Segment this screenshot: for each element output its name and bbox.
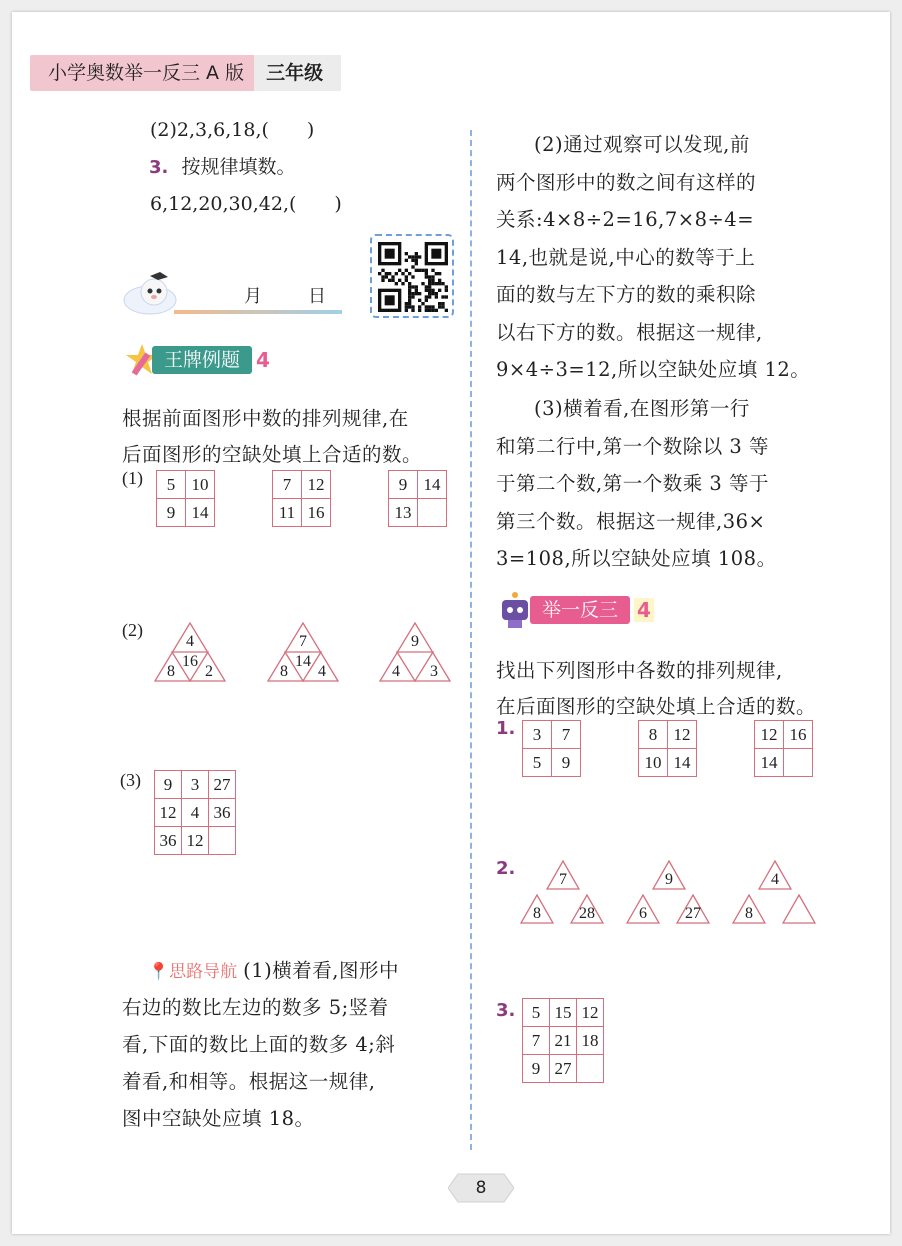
q3-line [149, 149, 295, 186]
book-title: 小学奥数举一反三 A 版 [30, 55, 254, 91]
triangle-number: 8 [533, 905, 541, 922]
number-triangle [267, 622, 339, 682]
solution-3-line: (3)横着看,在图形第一行 [534, 397, 750, 420]
grid-row [523, 749, 581, 777]
date-month: 月 [244, 286, 262, 307]
grid-cell: 7 [552, 721, 581, 749]
triangle-number: 27 [685, 905, 701, 922]
location-pin-icon: 📍 [148, 962, 170, 982]
grid-cell: 16 [784, 721, 813, 749]
practice-triangle-top [758, 860, 792, 890]
practice-badge-number: 4 [634, 598, 654, 622]
solution-3-line: 第三个数。根据这一规律,36× [496, 509, 766, 533]
q3-number: 3. [149, 157, 169, 178]
example-grid-3 [154, 770, 236, 855]
example-label-2: (2) [122, 620, 143, 640]
grid-cell: 14 [186, 499, 215, 527]
grid-cell: 9 [552, 749, 581, 777]
guide-text-3: 看,下面的数比上面的数多 4;斜 [122, 1033, 396, 1056]
grid-cell: 9 [155, 771, 182, 799]
practice-badge: 举一反三 [530, 596, 630, 624]
guide-text-5: 图中空缺处应填 18。 [122, 1107, 315, 1130]
triangle-top-number: 4 [186, 633, 194, 650]
grid-cell: 3 [182, 771, 209, 799]
guide-text-2: 右边的数比左边的数多 5;竖着 [122, 996, 389, 1019]
guide-label: 思路导航 [169, 962, 238, 982]
grid-cell: 9 [523, 1055, 550, 1083]
solution-2-line: 面的数与左下方的数的乘积除 [496, 283, 757, 306]
triangle-right-number: 2 [205, 663, 213, 680]
practice-header [496, 590, 654, 630]
practice-triangle-left [626, 894, 660, 924]
grid-row [639, 721, 697, 749]
grid-cell: 12 [577, 999, 604, 1027]
practice-2-number: 2. [496, 858, 516, 879]
grid-cell: 18 [577, 1027, 604, 1055]
q3-sequence: 6,12,20,30,42,( ) [150, 193, 342, 215]
cloud-mascot-icon [120, 268, 182, 318]
grid-cell-blank[interactable] [784, 749, 813, 777]
column-divider [470, 130, 472, 1150]
triangle-left-number: 8 [167, 663, 175, 680]
grid-cell: 27 [550, 1055, 577, 1083]
grid-cell: 7 [273, 471, 302, 499]
grid-row [273, 499, 331, 527]
triangle-number: 6 [639, 905, 647, 922]
grid-cell: 12 [182, 827, 209, 855]
practice-grid-3 [522, 998, 604, 1083]
grid-cell: 10 [639, 749, 668, 777]
grid-cell: 36 [155, 827, 182, 855]
example-grid-1-1 [156, 470, 215, 527]
grid-row [523, 721, 581, 749]
grid-cell: 15 [550, 999, 577, 1027]
practice-grid-1-1 [522, 720, 581, 777]
grid-cell: 16 [302, 499, 331, 527]
grid-cell: 3 [523, 721, 552, 749]
page-number: 8 [475, 1178, 487, 1198]
grid-cell: 7 [523, 1027, 550, 1055]
grid-cell: 9 [389, 471, 418, 499]
practice-grid-1-2 [638, 720, 697, 777]
grid-cell: 12 [755, 721, 784, 749]
example-label-1: (1) [122, 468, 143, 488]
grid-cell: 14 [668, 749, 697, 777]
triangle-number: 9 [665, 871, 673, 888]
date-day: 日 [308, 286, 326, 307]
guide-text-1: (1)横着看,图形中 [243, 959, 399, 982]
grid-cell: 5 [157, 471, 186, 499]
grid-cell: 14 [418, 471, 447, 499]
triangle-top-number: 9 [411, 633, 419, 650]
grid-cell: 12 [155, 799, 182, 827]
triangle-number: 4 [771, 871, 779, 888]
practice-triangle-right [676, 894, 710, 924]
grid-cell: 10 [186, 471, 215, 499]
grid-row [155, 799, 236, 827]
grid-row [157, 471, 215, 499]
grid-row [523, 999, 604, 1027]
grid-cell: 5 [523, 749, 552, 777]
triangle-number: 28 [579, 905, 595, 922]
grid-row [523, 1055, 604, 1083]
practice-text-1: 找出下列图形中各数的排列规律, [496, 659, 783, 682]
q2-sequence: (2)2,3,6,18,( ) [150, 119, 315, 141]
grid-row [157, 499, 215, 527]
triangle-left-number: 8 [280, 663, 288, 680]
grid-row [755, 749, 813, 777]
practice-triangle-left [732, 894, 766, 924]
grid-row [523, 1027, 604, 1055]
example-badge-number: 4 [256, 348, 270, 372]
practice-triangle-left [520, 894, 554, 924]
solution-2-line: (2)通过观察可以发现,前 [534, 133, 750, 156]
grid-cell: 13 [389, 499, 418, 527]
grid-cell: 27 [209, 771, 236, 799]
example-grid-1-2 [272, 470, 331, 527]
grid-cell: 8 [639, 721, 668, 749]
example-header [124, 342, 270, 378]
grid-cell: 36 [209, 799, 236, 827]
grid-row [389, 471, 447, 499]
example-badge: 王牌例题 [152, 346, 252, 374]
solution-2-line: 9×4÷3=12,所以空缺处应填 12。 [496, 358, 811, 381]
grid-row [639, 749, 697, 777]
solution-3-line: 3=108,所以空缺处应填 108。 [496, 547, 777, 570]
example-label-3: (3) [120, 770, 141, 790]
solution-2-line: 两个图形中的数之间有这样的 [496, 170, 757, 194]
number-triangle [154, 622, 226, 682]
qr-code-icon [378, 242, 448, 312]
q3-title: 按规律填数。 [181, 156, 296, 178]
grid-row [389, 499, 447, 527]
solution-3-line: 和第二行中,第一个数除以 3 等 [496, 434, 770, 458]
triangle-number: 8 [745, 905, 753, 922]
grid-cell: 12 [668, 721, 697, 749]
triangle-number: 7 [559, 871, 567, 888]
grid-cell: 14 [755, 749, 784, 777]
practice-text-2: 在后面图形的空缺处填上合适的数。 [496, 695, 817, 718]
number-triangle [379, 622, 451, 682]
grid-cell-blank[interactable] [577, 1055, 604, 1083]
grid-row [755, 721, 813, 749]
grade-label: 三年级 [254, 55, 341, 91]
example-text-1: 根据前面图形中数的排列规律,在 [122, 407, 409, 430]
example-grid-1-3 [388, 470, 447, 527]
grid-row [273, 471, 331, 499]
example-text-2: 后面图形的空缺处填上合适的数。 [122, 443, 423, 466]
triangle-center-number: 16 [182, 653, 198, 670]
qr-code[interactable] [370, 234, 454, 318]
solution-2-line: 14,也就是说,中心的数等于上 [496, 245, 756, 269]
practice-triangle-top [652, 860, 686, 890]
practice-grid-1-3 [754, 720, 813, 777]
solution-2-line: 关系:4×8÷2=16,7×8÷4= [496, 208, 755, 231]
grid-cell: 9 [157, 499, 186, 527]
guide-line-1 [148, 952, 399, 991]
textbook-page [12, 12, 890, 1234]
page-header [30, 50, 341, 96]
practice-1-number: 1. [496, 718, 516, 739]
grid-cell: 5 [523, 999, 550, 1027]
grid-row [155, 827, 236, 855]
triangle-right-number: 4 [318, 663, 326, 680]
solution-3-line: 于第二个数,第一个数乘 3 等于 [496, 472, 770, 495]
grid-cell: 4 [182, 799, 209, 827]
grid-cell-blank[interactable] [418, 499, 447, 527]
practice-triangle-right [570, 894, 604, 924]
practice-3-number: 3. [496, 1000, 516, 1021]
practice-triangle-right[interactable] [782, 894, 816, 924]
triangle-top-number: 7 [299, 633, 307, 650]
practice-triangle-top [546, 860, 580, 890]
grid-row [155, 771, 236, 799]
solution-2-line: 以右下方的数。根据这一规律, [496, 320, 763, 344]
grid-cell: 21 [550, 1027, 577, 1055]
grid-cell-blank[interactable] [209, 827, 236, 855]
guide-text-4: 着看,和相等。根据这一规律, [122, 1070, 376, 1093]
triangle-center-number: 14 [295, 653, 311, 670]
triangle-left-number: 4 [392, 663, 400, 680]
grid-cell: 11 [273, 499, 302, 527]
grid-cell: 12 [302, 471, 331, 499]
triangle-right-number: 3 [430, 663, 438, 680]
